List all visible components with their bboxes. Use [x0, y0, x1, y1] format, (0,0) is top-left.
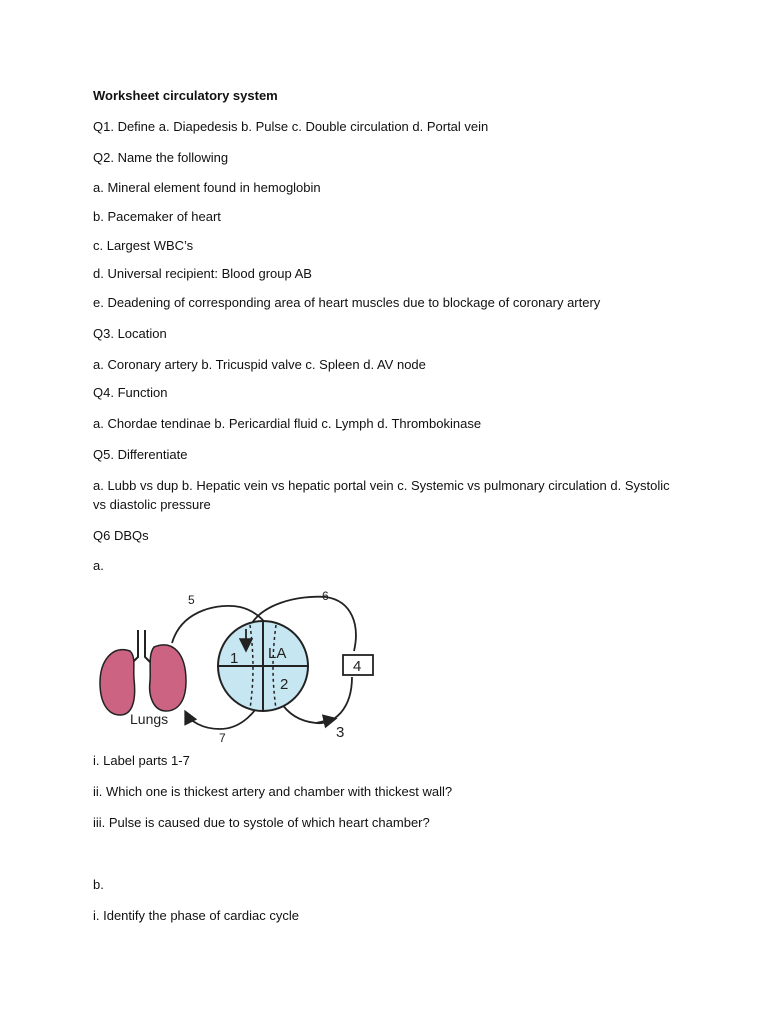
question-2-item-a: a. Mineral element found in hemoglobin — [93, 180, 321, 195]
question-3-heading: Q3. Location — [93, 326, 167, 341]
question-4-heading: Q4. Function — [93, 385, 168, 400]
label-3: 3 — [336, 724, 345, 741]
question-2-item-b: b. Pacemaker of heart — [93, 209, 221, 224]
lungs-label: Lungs — [130, 711, 169, 727]
question-5-text: a. Lubb vs dup b. Hepatic vein vs hepatic portal vein c. Systemic vs pulmonary circulation d. Systolic vs diastolic pressure — [93, 478, 670, 512]
question-4-text: a. Chordae tendinae b. Pericardial fluid c. Lymph d. Thrombokinase — [93, 416, 482, 431]
question-6a-ii: ii. Which one is thickest artery and chamber with thickest wall? — [93, 784, 453, 799]
la-label: LA — [268, 645, 287, 662]
worksheet-title: Worksheet circulatory system — [93, 88, 278, 103]
circulation-diagram — [90, 585, 390, 747]
question-6-heading: Q6 DBQs — [93, 528, 149, 543]
question-2-item-c: c. Largest WBC’s — [93, 238, 194, 253]
question-2-item-d: d. Universal recipient: Blood group AB — [93, 266, 312, 281]
question-1: Q1. Define a. Diapedesis b. Pulse c. Double circulation d. Portal vein — [93, 119, 489, 134]
question-2-item-e: e. Deadening of corresponding area of heart muscles due to blockage of coronary artery — [93, 295, 601, 310]
question-2-heading: Q2. Name the following — [93, 150, 229, 165]
label-2: 2 — [280, 676, 289, 693]
question-3-text: a. Coronary artery b. Tricuspid valve c. Spleen d. AV node — [93, 357, 426, 372]
question-5-heading: Q5. Differentiate — [93, 447, 188, 462]
label-4: 4 — [353, 658, 362, 675]
question-6b-i: i. Identify the phase of cardiac cycle — [93, 908, 299, 923]
lungs-shape — [100, 645, 186, 715]
question-6a-i: i. Label parts 1-7 — [93, 753, 190, 768]
label-5: 5 — [188, 593, 195, 607]
question-6-part-a-label: a. — [93, 558, 104, 573]
label-7: 7 — [219, 731, 226, 745]
question-6a-iii: iii. Pulse is caused due to systole of which heart chamber? — [93, 815, 430, 830]
question-6-part-b-label: b. — [93, 877, 104, 892]
label-1: 1 — [230, 650, 239, 667]
label-6: 6 — [322, 589, 329, 603]
